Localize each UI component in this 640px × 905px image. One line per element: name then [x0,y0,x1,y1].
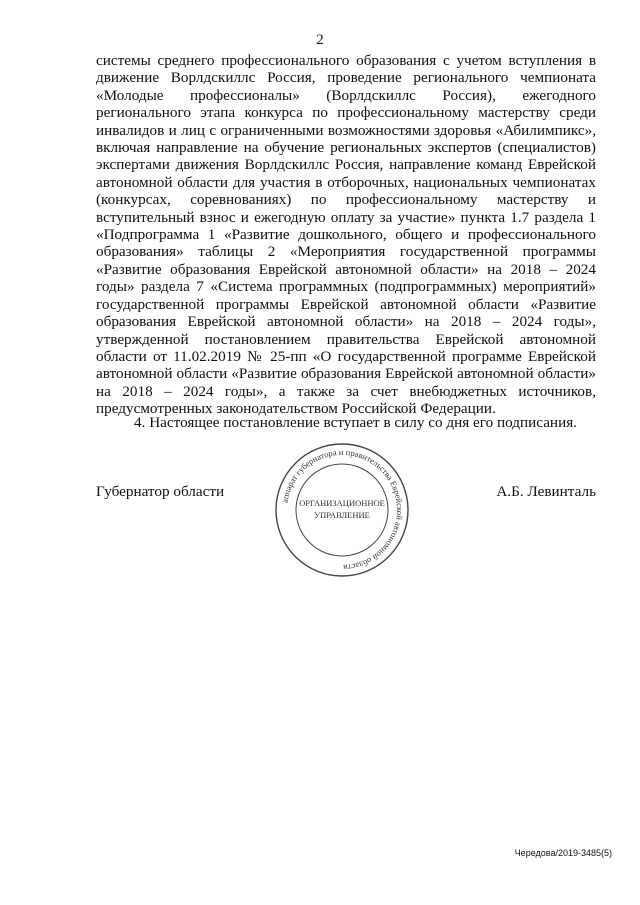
stamp-ring-text: аппарат губернатора и правительства Еврейской автономной области [279,446,406,574]
page-number: 2 [316,32,324,48]
clause-4: 4. Настоящее постановление вступает в силу со дня его подписания. [134,414,577,431]
stamp-center-line2: УПРАВЛЕНИЕ [314,510,370,520]
signature-name: А.Б. Левинталь [496,483,596,500]
body-paragraph [96,52,596,418]
official-stamp [272,440,412,580]
stamp-center-line1: ОРГАНИЗАЦИОННОЕ [299,498,385,508]
signature-position: Губернатор области [96,483,225,500]
body-paragraph-text: системы среднего профессионального образования с учетом вступления в движение Ворлдскиллс Россия, проведение регионального чемпионата «Молодые профессионалы» (Ворлдскиллс Россия), ежегодного регионального этапа конкурса по профессиональному мастерству среди инвалидов и лиц с ограниченными возможностями здоровья «Абилимпикс», включая направление на обучение региональных экспертов (специалистов) экспертами движения Ворлдскиллс Россия, направление команд Еврейской автономной области для участия в отборочных, национальных чемпионатах (конкурсах, соревнованиях) по профессиональному мастерству и вступительный взнос и ежегодную оплату за участие» пункта 1.7 раздела 1 «Подпрограмма 1 «Развитие дошкольного, общего и профессионального образования» таблицы 2 «Мероприятия государственной программы «Развитие образования Еврейской автономной области» на 2018 – 2024 годы» раздела 7 «Система программных (подпрограммных) мероприятий» государственной программы Еврейской автономной области «Развитие образования Еврейской автономной области» на 2018 – 2024 годы», утвержденной постановлением правительства Еврейской автономной области от 11.02.2019 № 25-пп «О государственной программе Еврейской автономной области «Развитие образования Еврейской автономной области» на 2018 – 2024 годы», а также за счет внебюджетных источников, предусмотренных законодательством Российской Федерации. [96,52,596,418]
footer-document-code: Чередова/2019-3485(5) [514,848,612,858]
